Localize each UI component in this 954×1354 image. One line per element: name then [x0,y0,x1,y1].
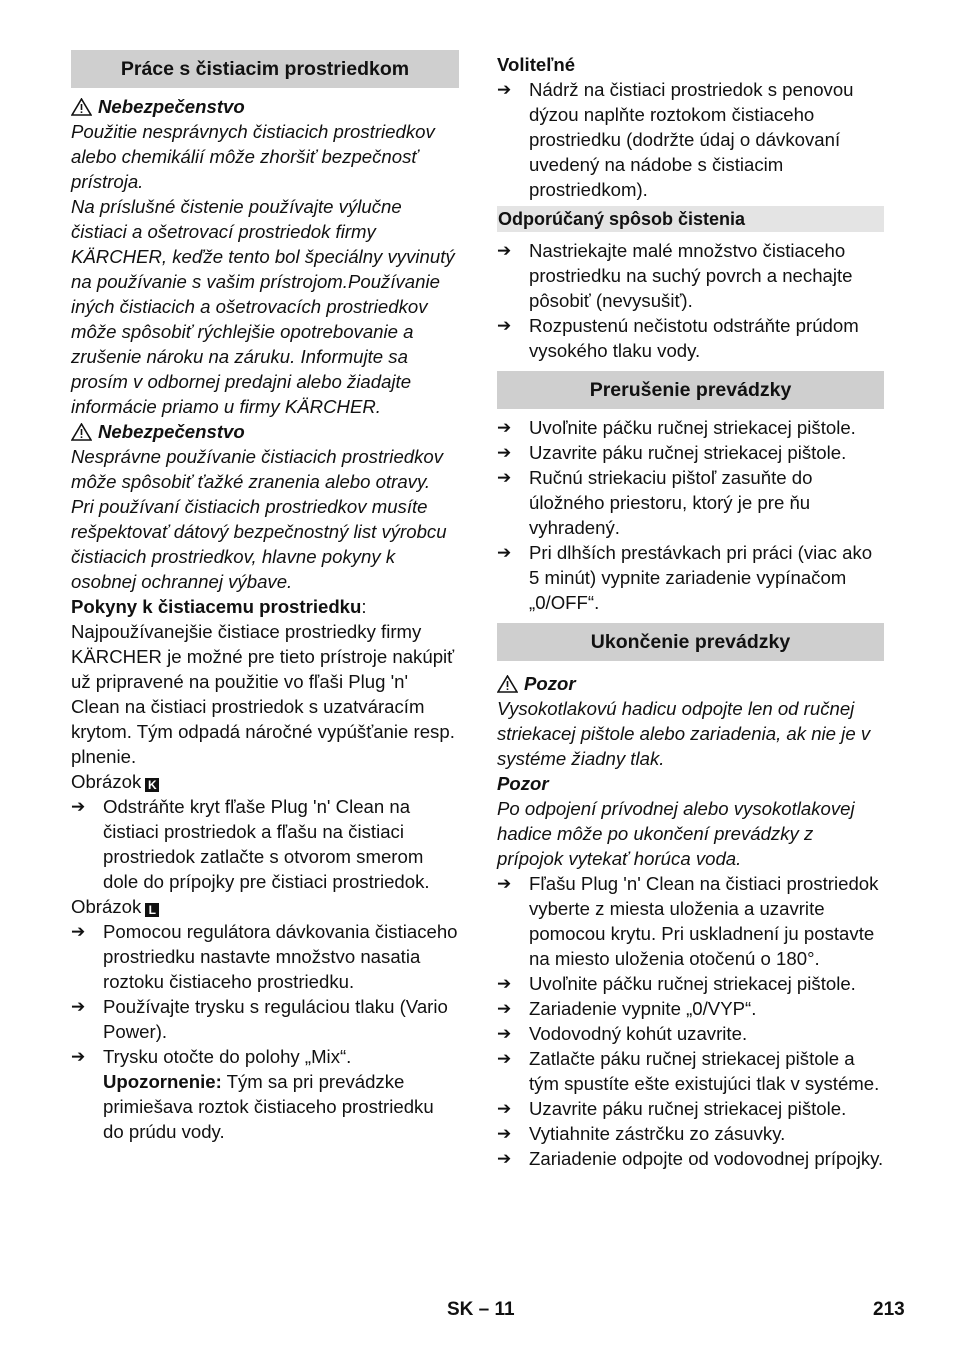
danger-1-text-1: Použitie nesprávnych čistiacich prostriedkov alebo chemikálií môže zhoršiť bezpečnosť prístroja. [71,121,435,192]
page-number: 213 [873,1299,905,1320]
hint-label: Pokyny k čistiacemu prostriedku [71,596,362,617]
section-title-interrupt: Prerušenie prevádzky [497,371,884,409]
list-item: ➔ Pomocou regulátora dávkovania čistiaceho prostriedku nastavte množstvo nasatia roztoku čistiaceho prostriedku. [71,921,458,992]
list-item: ➔ Uzavrite páku ručnej striekacej pištole. [497,1098,847,1119]
caution-1-text: Vysokotlakovú hadicu odpojte len od ručnej striekacej pištole alebo zariadenia, ak nie je v systéme žiadny tlak. [497,698,871,769]
arrow-right-icon: ➔ [497,418,512,437]
danger-1-text-2: Na príslušné čistenie používajte výlučne čistiaci a ošetrovací prostriedok firmy KÄRCHER, keďže tento bol špeciálny vyvinutý na používanie s vašim prístrojom.Používanie iných čistiacich a ošetrovacích prostriedkov môže spôsobiť rýchlejšie opotrebovanie a zrušenie nároku na záruku. Informujte sa prosím v odbornej predajni alebo žiadajte informácie priamo u firmy KÄRCHER. [71,196,455,417]
list-item: ➔ Uvoľnite páčku ručnej striekacej pištole. [497,417,856,438]
figure-ref-l: Obrázok L [71,894,459,919]
figure-k-icon: K [145,778,159,792]
arrow-right-icon: ➔ [497,241,512,260]
list-item: ➔ Zariadenie odpojte od vodovodnej prípojky. [497,1148,884,1169]
arrow-right-icon: ➔ [497,80,512,99]
list-item: ➔ Používajte trysku s reguláciou tlaku (Vario Power). [71,996,448,1042]
caution-2-text: Po odpojení prívodnej alebo vysokotlakovej hadice môže po ukončení prevádzky z prípojok vytekať horúca voda. [497,798,855,869]
arrow-right-icon: ➔ [497,999,512,1018]
arrow-right-icon: ➔ [497,1049,512,1068]
danger-2-text-2: Pri používaní čistiacich prostriedkov musíte rešpektovať dátový bezpečnostný list výrobcu čistiacich prostriedkov, hlavne pokyny k osobnej ochrannej výbave. [71,496,447,592]
arrow-right-icon: ➔ [497,974,512,993]
list-item: ➔ Zatlačte páku ručnej striekacej pištole a tým spustíte ešte existujúci tlak v systéme. [497,1048,880,1094]
list-item: ➔ Ručnú striekaciu pištoľ zasuňte do úložného priestoru, ktorý je pre ňu vyhradený. [497,467,813,538]
arrow-right-icon: ➔ [497,443,512,462]
danger-heading-2 [71,419,459,444]
danger-2-text-1: Nesprávne používanie čistiacich prostriedkov môže spôsobiť ťažké zranenia alebo otravy. [71,446,444,492]
note-label: Upozornenie: [103,1071,222,1092]
note [71,1069,459,1144]
warning-triangle-icon [497,675,518,693]
optional-heading: Voliteľné [497,54,576,75]
cleaning-agent-hint [71,594,459,769]
list-item: ➔ Pri dlhších prestávkach pri práci (viac ako 5 minút) vypnite zariadenie vypínačom „0/OFF“. [497,542,873,613]
arrow-right-icon: ➔ [497,1024,512,1043]
arrow-right-icon: ➔ [497,1149,512,1168]
arrow-right-icon: ➔ [71,922,86,941]
recommended-method-heading: Odporúčaný spôsob čistenia [497,206,884,232]
list-item: ➔ Odstráňte kryt fľaše Plug 'n' Clean na čistiaci prostriedok a fľašu na čistiaci prostriedok zatlačte s otvorom smerom dole do prípojky pre čistiaci prostriedok. [71,796,430,892]
arrow-right-icon: ➔ [71,797,86,816]
danger-label: Nebezpečenstvo [98,96,245,117]
list-item: ➔ Nádrž na čistiaci prostriedok s penovou dýzou naplňte roztokom čistiaceho prostriedku (dodržte údaj o dávkovaní uvedený na nádobe s čistiacim prostriedkom). [497,79,854,200]
figure-l-icon: L [145,903,159,917]
caution-heading-1 [497,671,884,696]
list-item: ➔ Trysku otočte do polohy „Mix“. [71,1046,352,1067]
list-item: ➔ Zariadenie vypnite „0/VYP“. [497,998,757,1019]
footer-section-label: SK – 11 [447,1299,515,1320]
danger-label: Nebezpečenstvo [98,421,245,442]
arrow-right-icon: ➔ [497,543,512,562]
left-column [71,50,459,1144]
hint-text: : Najpoužívanejšie čistiace prostriedky firmy KÄRCHER je možné pre tieto prístroje nakúpiť už pripravené na použitie vo fľaši Plug 'n' Clean na čistiaci prostriedok s uzatváracím krytom. Tým odpadá náročné vypúšťanie resp. plnenie. [71,596,455,767]
arrow-right-icon: ➔ [71,1047,86,1066]
section-title-end: Ukončenie prevádzky [497,623,884,661]
arrow-right-icon: ➔ [497,468,512,487]
list-item: ➔ Nastriekajte malé množstvo čistiaceho prostriedku na suchý povrch a nechajte pôsobiť (nevysušiť). [497,240,853,311]
section-title-cleaning-agent: Práce s čistiacim prostriedkom [71,50,459,88]
list-item: ➔ Vytiahnite zástrčku zo zásuvky. [497,1123,786,1144]
list-item: ➔ Uvoľnite páčku ručnej striekacej pištole. [497,973,856,994]
caution-label: Pozor [524,673,576,694]
arrow-right-icon: ➔ [497,1099,512,1118]
list-item: ➔ Vodovodný kohút uzavrite. [497,1023,748,1044]
warning-triangle-icon [71,98,92,116]
arrow-right-icon: ➔ [497,874,512,893]
warning-triangle-icon [71,423,92,441]
danger-heading-1 [71,94,459,119]
note-text: Tým sa pri prevádzke primiešava roztok čistiaceho prostriedku do prúdu vody. [103,1071,434,1142]
arrow-right-icon: ➔ [71,997,86,1016]
list-item: ➔ Uzavrite páku ručnej striekacej pištole. [497,442,847,463]
list-item: ➔ Fľašu Plug 'n' Clean na čistiaci prostriedok vyberte z miesta uloženia a uzavrite pomocou krytu. Pri uskladnení ju postavte na miesto uloženia otočenú o 180°. [497,873,879,969]
caution-heading-2: Pozor [497,773,549,794]
figure-ref-k: Obrázok K [71,769,459,794]
arrow-right-icon: ➔ [497,316,512,335]
right-column [497,50,884,1171]
list-item: ➔ Rozpustenú nečistotu odstráňte prúdom vysokého tlaku vody. [497,315,859,361]
arrow-right-icon: ➔ [497,1124,512,1143]
